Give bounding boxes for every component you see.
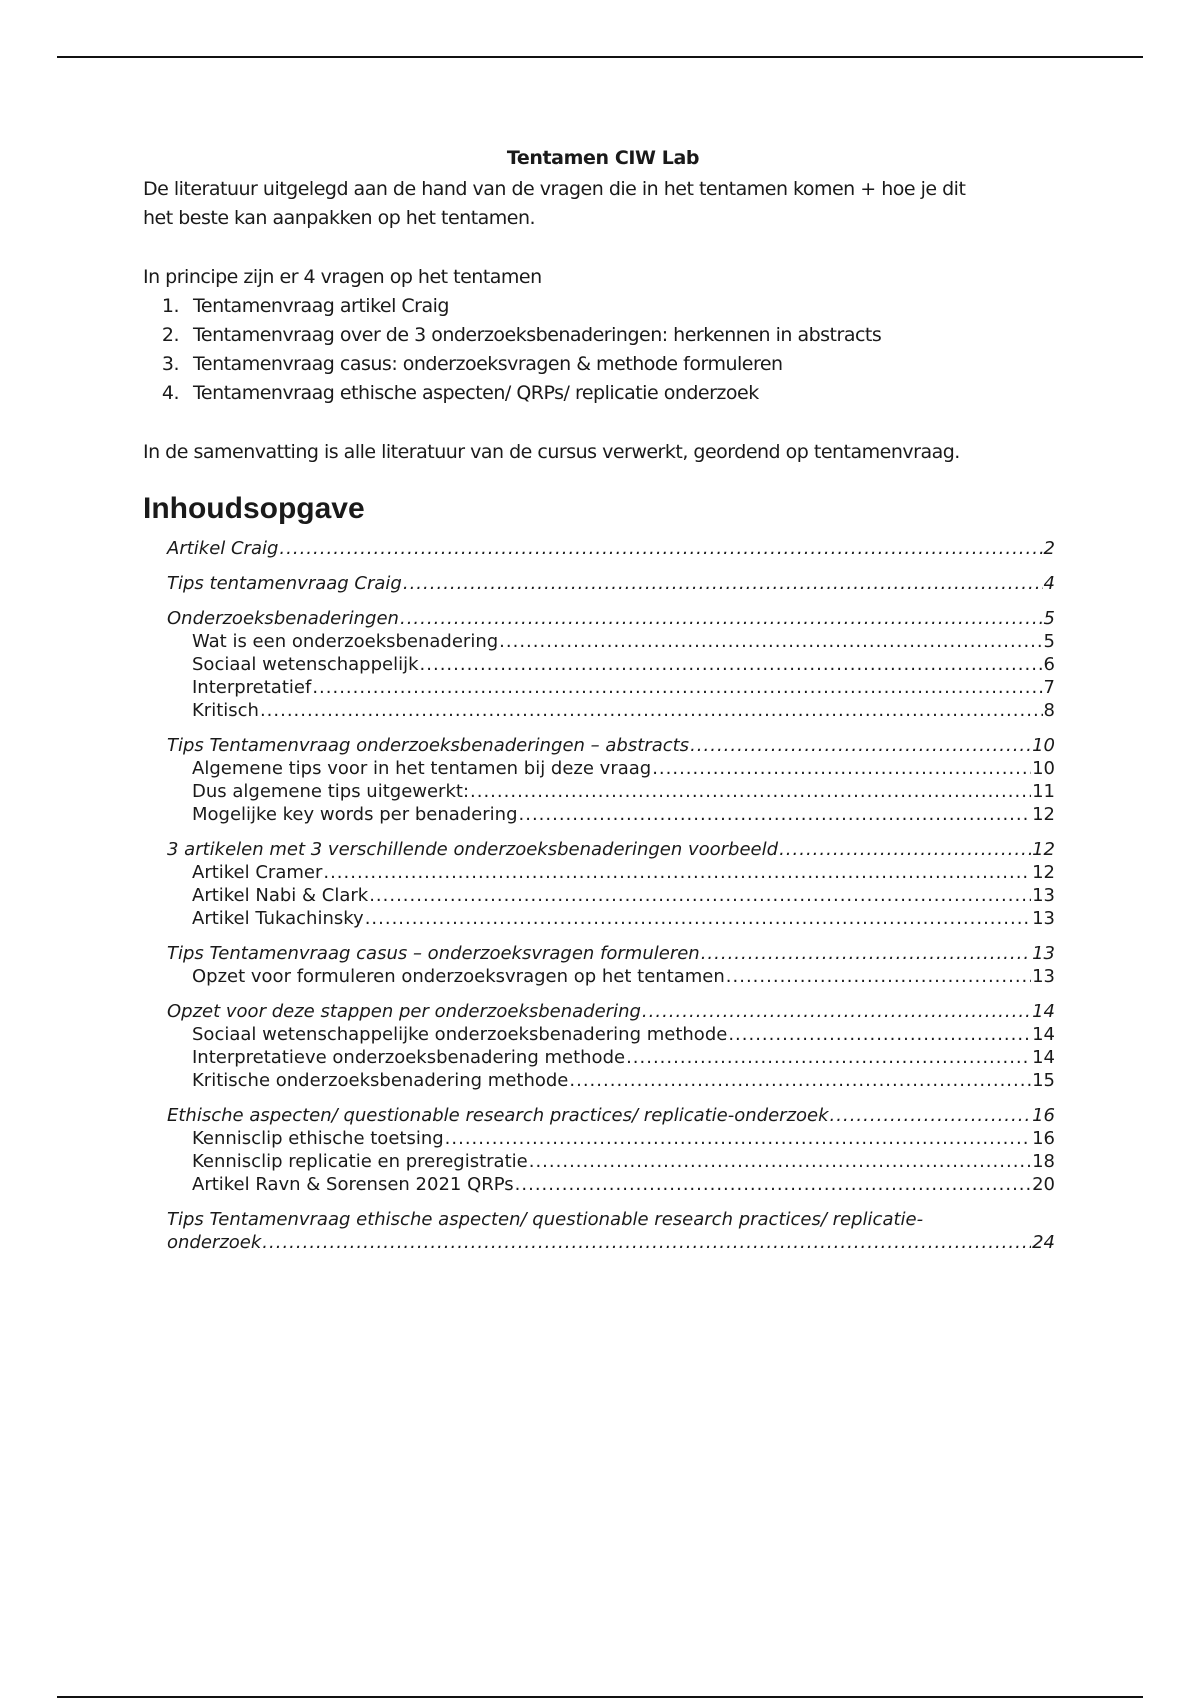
toc-entry-page: 12	[1032, 839, 1055, 860]
toc-leader-dots	[515, 1173, 1031, 1196]
toc-leader-dots	[445, 1127, 1031, 1150]
page-content	[143, 145, 1063, 1266]
toc-leader-dots	[701, 942, 1031, 965]
toc-subentry-page: 14	[1032, 1024, 1055, 1045]
toc-section	[167, 1208, 1055, 1254]
toc-subentry-title: Sociaal wetenschappelijke onderzoeksbenadering methode	[192, 1024, 728, 1045]
summary-note: In de samenvatting is alle literatuur van de cursus verwerkt, geordend op tentamenvraag.	[143, 441, 960, 463]
toc-subentry-page: 8	[1043, 700, 1055, 721]
toc-subentry-page: 13	[1032, 885, 1055, 906]
toc-leader-dots	[262, 1231, 1031, 1254]
toc-subentry-title: Artikel Tukachinsky	[192, 908, 364, 929]
toc-subentry-title: Dus algemene tips uitgewerkt:	[192, 781, 470, 802]
toc-entry-page: 13	[1032, 943, 1055, 964]
toc-section	[167, 838, 1055, 930]
intro-line-2: het beste kan aanpakken op het tentamen.	[143, 207, 536, 229]
toc-leader-dots	[400, 607, 1043, 630]
question-item	[143, 350, 1063, 379]
toc-subentry[interactable]	[167, 676, 1055, 699]
toc-entry-title: Artikel Craig	[167, 538, 279, 559]
toc-leader-dots	[830, 1104, 1032, 1127]
header-rule	[57, 56, 1143, 58]
document-title: Tentamen CIW Lab	[506, 147, 700, 169]
toc-subentry-page: 10	[1032, 758, 1055, 779]
toc-subentry-title: Sociaal wetenschappelijk	[192, 654, 419, 675]
table-of-contents	[167, 537, 1055, 1254]
toc-leader-dots	[312, 676, 1042, 699]
toc-entry-page: 16	[1032, 1105, 1055, 1126]
toc-entry[interactable]	[167, 607, 1055, 630]
toc-entry-page: 5	[1043, 608, 1055, 629]
toc-leader-dots	[323, 861, 1031, 884]
toc-subentry[interactable]	[167, 803, 1055, 826]
toc-entry-title: Tips Tentamenvraag onderzoeksbenaderingen – abstracts	[167, 735, 690, 756]
toc-subentry-page: 7	[1043, 677, 1055, 698]
toc-section	[167, 942, 1055, 988]
toc-entry-title: Tips Tentamenvraag casus – onderzoeksvragen formuleren	[167, 943, 700, 964]
toc-entry-page: 2	[1043, 538, 1055, 559]
toc-entry-title-line-2: onderzoek	[167, 1232, 262, 1253]
toc-entry-page: 4	[1043, 573, 1055, 594]
toc-leader-dots	[652, 757, 1031, 780]
toc-subentry-title: Algemene tips voor in het tentamen bij deze vraag	[192, 758, 652, 779]
toc-subentry-title: Artikel Nabi & Clark	[192, 885, 369, 906]
toc-entry[interactable]	[167, 1000, 1055, 1023]
toc-entry[interactable]	[167, 537, 1055, 560]
question-item	[143, 292, 1063, 321]
toc-subentry-title: Wat is een onderzoeksbenadering	[192, 631, 499, 652]
toc-leader-dots	[690, 734, 1031, 757]
toc-section	[167, 537, 1055, 560]
intro-line-1: De literatuur uitgelegd aan de hand van de vragen die in het tentamen komen + hoe je dit	[143, 178, 966, 200]
toc-subentry[interactable]	[167, 1069, 1055, 1092]
toc-entry-title-line-1: Tips Tentamenvraag ethische aspecten/ questionable research practices/ replicatie-	[167, 1209, 924, 1230]
question-number: 3.	[161, 353, 179, 375]
toc-entry[interactable]	[167, 1104, 1055, 1127]
toc-subentry[interactable]	[167, 1023, 1055, 1046]
toc-section	[167, 607, 1055, 722]
toc-leader-dots	[642, 1000, 1031, 1023]
toc-subentry-page: 14	[1032, 1047, 1055, 1068]
toc-subentry-page: 6	[1043, 654, 1055, 675]
toc-leader-dots	[403, 572, 1043, 595]
toc-subentry-title: Interpretatief	[192, 677, 312, 698]
toc-leader-dots	[499, 630, 1042, 653]
toc-section	[167, 734, 1055, 826]
question-item	[143, 321, 1063, 350]
question-list	[143, 292, 1063, 408]
toc-leader-dots	[726, 965, 1031, 988]
toc-leader-dots	[420, 653, 1043, 676]
toc-section	[167, 1104, 1055, 1196]
toc-subentry-page: 18	[1032, 1151, 1055, 1172]
toc-leader-dots	[779, 838, 1031, 861]
toc-entry-title: Tips tentamenvraag Craig	[167, 573, 402, 594]
toc-entry-page: 24	[1032, 1232, 1055, 1253]
toc-leader-dots	[279, 537, 1042, 560]
toc-subentry-title: Kritisch	[192, 700, 259, 721]
toc-leader-dots	[369, 884, 1031, 907]
toc-leader-dots	[365, 907, 1031, 930]
toc-entry-title: 3 artikelen met 3 verschillende onderzoeksbenaderingen voorbeeld	[167, 839, 779, 860]
toc-subentry-page: 16	[1032, 1128, 1055, 1149]
question-text: Tentamenvraag casus: onderzoeksvragen & methode formuleren	[193, 353, 783, 375]
question-text: Tentamenvraag over de 3 onderzoeksbenaderingen: herkennen in abstracts	[193, 324, 882, 346]
toc-section	[167, 572, 1055, 595]
question-text: Tentamenvraag ethische aspecten/ QRPs/ replicatie onderzoek	[193, 382, 759, 404]
toc-entry[interactable]	[167, 942, 1055, 965]
toc-leader-dots	[626, 1046, 1031, 1069]
toc-subentry[interactable]	[167, 699, 1055, 722]
toc-subentry-title: Interpretatieve onderzoeksbenadering methode	[192, 1047, 626, 1068]
toc-subentry-page: 20	[1032, 1174, 1055, 1195]
toc-leader-dots	[569, 1069, 1031, 1092]
toc-leader-dots	[519, 803, 1032, 826]
question-number: 1.	[161, 295, 179, 317]
toc-subentry-title: Artikel Ravn & Sorensen 2021 QRPs	[192, 1174, 514, 1195]
toc-subentry[interactable]	[167, 1127, 1055, 1150]
toc-subentry[interactable]	[167, 780, 1055, 803]
toc-entry-title: Onderzoeksbenaderingen	[167, 608, 399, 629]
toc-subentry-page: 11	[1032, 781, 1055, 802]
toc-subentry-page: 12	[1032, 804, 1055, 825]
toc-leader-dots	[529, 1150, 1031, 1173]
toc-subentry[interactable]	[167, 1150, 1055, 1173]
toc-subentry[interactable]	[167, 757, 1055, 780]
toc-subentry[interactable]	[167, 1046, 1055, 1069]
toc-entry[interactable]	[167, 838, 1055, 861]
toc-subentry-title: Kritische onderzoeksbenadering methode	[192, 1070, 569, 1091]
toc-leader-dots	[260, 699, 1043, 722]
toc-subentry-page: 13	[1032, 908, 1055, 929]
toc-entry[interactable]	[167, 1208, 1055, 1254]
toc-entry-title: Opzet voor deze stappen per onderzoeksbenadering	[167, 1001, 641, 1022]
question-list-intro: In principe zijn er 4 vragen op het tentamen	[143, 266, 542, 288]
toc-leader-dots	[470, 780, 1031, 803]
toc-entry[interactable]	[167, 734, 1055, 757]
toc-entry-page: 10	[1032, 735, 1055, 756]
toc-entry-page: 14	[1032, 1001, 1055, 1022]
toc-subentry[interactable]	[167, 653, 1055, 676]
toc-subentry[interactable]	[167, 907, 1055, 930]
toc-subentry[interactable]	[167, 1173, 1055, 1196]
toc-subentry[interactable]	[167, 630, 1055, 653]
toc-subentry-page: 5	[1043, 631, 1055, 652]
toc-leader-dots	[728, 1023, 1031, 1046]
toc-section	[167, 1000, 1055, 1092]
toc-subentry-title: Opzet voor formuleren onderzoeksvragen op het tentamen	[192, 966, 725, 987]
toc-entry-title: Ethische aspecten/ questionable research practices/ replicatie-onderzoek	[167, 1105, 829, 1126]
toc-subentry-page: 12	[1032, 862, 1055, 883]
footer-rule	[57, 1696, 1143, 1698]
toc-subentry[interactable]	[167, 861, 1055, 884]
toc-entry[interactable]	[167, 572, 1055, 595]
toc-subentry-title: Kennisclip replicatie en preregistratie	[192, 1151, 528, 1172]
toc-subentry-page: 15	[1032, 1070, 1055, 1091]
toc-subentry-title: Artikel Cramer	[192, 862, 323, 883]
toc-heading: Inhoudsopgave	[143, 492, 365, 525]
toc-subentry-title: Mogelijke key words per benadering	[192, 804, 518, 825]
question-item	[143, 379, 1063, 408]
toc-subentry-title: Kennisclip ethische toetsing	[192, 1128, 444, 1149]
question-number: 4.	[161, 382, 179, 404]
question-number: 2.	[161, 324, 179, 346]
toc-subentry[interactable]	[167, 884, 1055, 907]
toc-subentry-page: 13	[1032, 966, 1055, 987]
question-text: Tentamenvraag artikel Craig	[193, 295, 449, 317]
toc-subentry[interactable]	[167, 965, 1055, 988]
